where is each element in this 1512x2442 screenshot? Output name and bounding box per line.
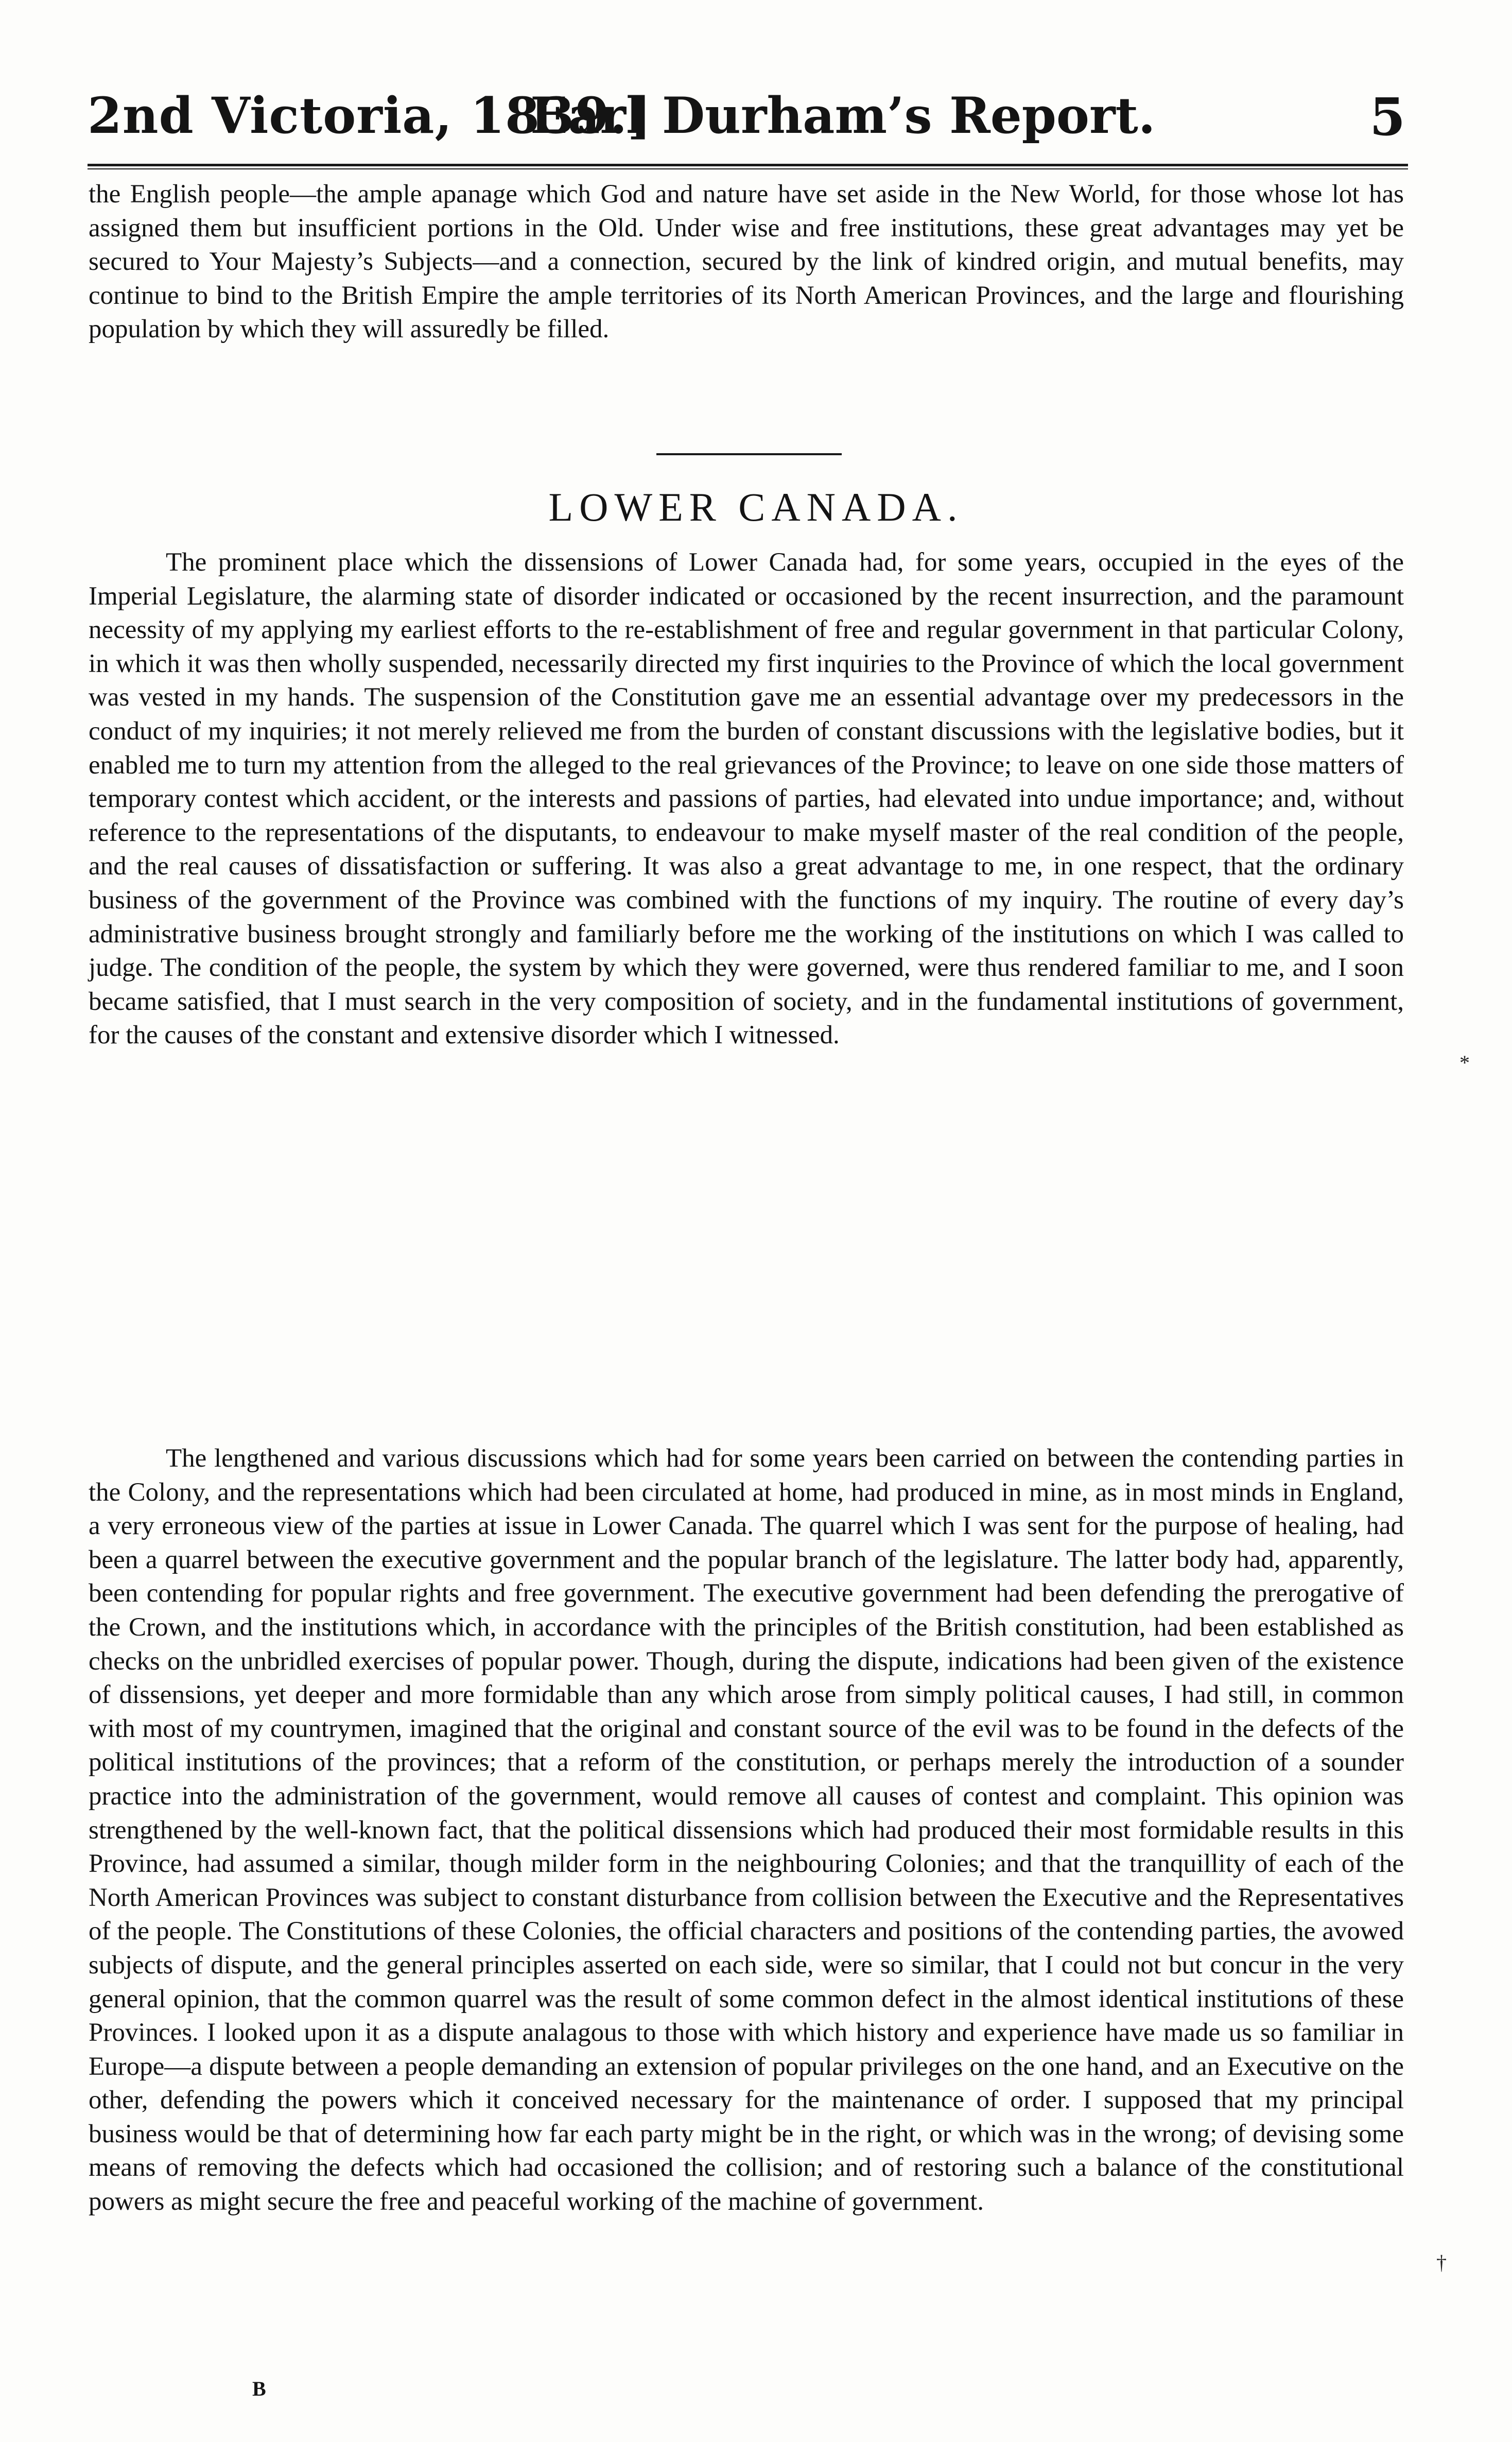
body-paragraph-1: [89, 546, 1404, 1053]
intro-paragraph-text: the English people—the ample apanage which God and nature have set aside in the New World, for those whose lot has assigned them but insufficient portions in the Old. Under wise and free institutions, these great advantages may yet be secured to Your Majesty’s Subjects—and a connection, secured by the link of kindred origin, and mutual benefits, may continue to bind to the British Empire the ample territories of its North American Provinces, and the large and flourishing population by which they will assuredly be filled.: [89, 180, 1404, 344]
body-paragraph-2-text: The lengthened and various discussions which had for some years been carried on between the contending parties in the Colony, and the representations which had been circulated at home, had produced in mine, as in most minds in England, a very erroneous view of the parties at issue in Lower Canada. The quarrel which I was sent for the purpose of healing, had been a quarrel between the executive government and the popular branch of the legislature. The latter body had, apparently, been contending for popular rights and free government. The executive government had been defending the prerogative of the Crown, and the institutions which, in accordance with the principles of the British constitution, had been established as checks on the unbridled exercises of popular power. Though, during the dispute, indications had been given of the existence of dissensions, yet deeper and more formidable than any which arose from simply political causes, I had still, in common with most of my countrymen, imagined that the original and constant source of the evil was to be found in the defects of the political institutions of the provinces; that a reform of the constitution, or perhaps merely the introduction of a sounder practice into the administration of the government, would remove all causes of contest and complaint. This opinion was strengthened by the well-known fact, that the political dissensions which had produced their most formidable results in this Province, had assumed a similar, though milder form in the neighbouring Colonies; and that the tranquillity of each of the North American Provinces was subject to constant disturbance from collision between the Executive and the Representatives of the people. The Constitutions of these Colonies, the official characters and positions of the contending parties, the avowed subjects of dispute, and the general principles asserted on each side, were so similar, that I could not but concur in the very general opinion, that the common quarrel was the result of some common defect in the almost identical institutions of these Provinces. I looked upon it as a dispute analagous to those with which history and experience have made us so familiar in Europe—a dispute between a people demanding an extension of popular privileges on the one hand, and an Executive on the other, defending the powers which it conceived necessary for the maintenance of order. I supposed that my principal business would be that of determining how far each party might be in the right, or which was in the wrong; of devising some means of removing the defects which had occasioned the collision; and of restoring such a balance of the constitutional powers as might secure the free and peaceful working of the machine of government.: [89, 1444, 1404, 2216]
header-date: 2nd Victoria, 1839.]: [88, 87, 652, 145]
page-number: 5: [1369, 87, 1405, 147]
margin-mark: †: [1436, 2251, 1447, 2274]
intro-paragraph: [89, 178, 1404, 347]
body-paragraph-1-text: The prominent place which the dissensions of Lower Canada had, for some years, occupied in the eyes of the Imperial Legislature, the alarming state of disorder indicated or occasioned by the recent insurrection, and the paramount necessity of my applying my earliest efforts to the re-establishment of free and regular government in that particular Colony, in which it was then wholly suspended, necessarily directed my first inquiries to the Province of which the local government was vested in my hands. The suspension of the Constitution gave me an essential advantage over my predecessors in the conduct of my inquiries; it not merely relieved me from the burden of constant discussions with the legislative bodies, but it enabled me to turn my attention from the alleged to the real grievances of the Province; to leave on one side those matters of temporary contest which accident, or the interests and passions of parties, had elevated into undue importance; and, without reference to the representations of the disputants, to endeavour to make myself master of the real condition of the people, and the real causes of dissatisfaction or suffering. It was also a great advantage to me, in one respect, that the ordinary business of the government of the Province was combined with the functions of my inquiry. The routine of every day’s administrative business brought strongly and familiarly before me the working of the institutions on which I was called to judge. The condition of the people, the system by which they were governed, were thus rendered familiar to me, and I soon became satisfied, that I must search in the very composition of society, and in the fundamental institutions of government, for the causes of the constant and extensive disorder which I witnessed.: [89, 548, 1404, 1050]
signature-mark: B: [252, 2377, 266, 2400]
running-header: [88, 87, 1405, 164]
header-rule: [88, 164, 1408, 169]
section-title: LOWER CANADA.: [548, 485, 964, 529]
header-title: Earl Durham’s Report.: [530, 87, 1156, 145]
section-divider: [656, 453, 842, 455]
body-paragraph-2: [89, 1442, 1404, 2219]
margin-mark: *: [1459, 1051, 1470, 1074]
